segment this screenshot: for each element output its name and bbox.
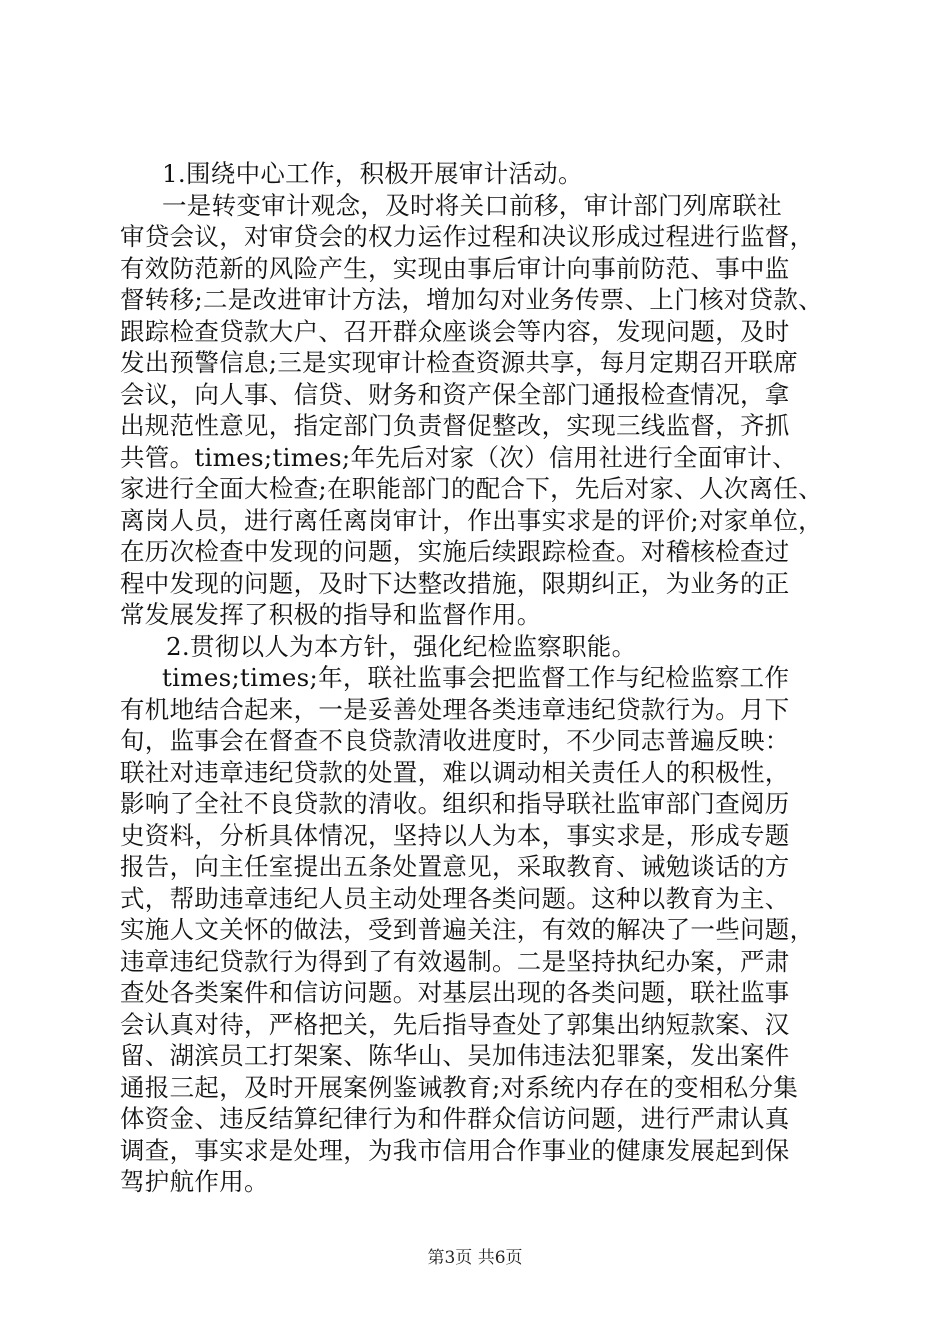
paragraph-line: 联社对违章违纪贷款的处置，难以调动相关责任人的积极性， (120, 757, 790, 787)
paragraph-line: 出规范性意见，指定部门负责督促整改，实现三线监督，齐抓 (120, 411, 790, 440)
paragraph-line: 实施人文关怀的做法，受到普遍关注，有效的解决了一些问题， (120, 915, 815, 944)
paragraph-line: 督转移;二是改进审计方法，增加勾对业务传票、上门核对贷款、 (120, 285, 823, 314)
paragraph-line: 会认真对待，严格把关，先后指导查处了郭集出纳短款案、汉 (120, 1009, 790, 1039)
paragraph-line: 一是转变审计观念，及时将关口前移，审计部门列席联社 (162, 190, 782, 220)
paragraph-line: 审贷会议，对审贷会的权力运作过程和决议形成过程进行监督， (120, 222, 815, 251)
paragraph-line: 跟踪检查贷款大户、召开群众座谈会等内容，发现问题，及时 (120, 316, 790, 346)
paragraph-line: 违章违纪贷款行为得到了有效遏制。二是坚持执纪办案，严肃 (120, 946, 790, 976)
paragraph-line: 常发展发挥了积极的指导和监督作用。 (120, 600, 542, 629)
paragraph-line: 影响了全社不良贷款的清收。组织和指导联社监审部门查阅历 (120, 789, 790, 818)
paragraph-line: 家进行全面大检查;在职能部门的配合下，先后对家、人次离任、 (120, 474, 823, 503)
paragraph-line: 会议，向人事、信贷、财务和资产保全部门通报检查情况，拿 (120, 379, 790, 409)
page-number-footer: 第3页 共6页 (427, 1248, 523, 1268)
paragraph-line: 史资料，分析具体情况，坚持以人为本，事实求是，形成专题 (120, 820, 790, 850)
paragraph-line: 报告，向主任室提出五条处置意见，采取教育、诫勉谈话的方 (120, 852, 790, 881)
paragraph-line: 有效防范新的风险产生，实现由事后审计向事前防范、事中监 (120, 253, 790, 283)
section-heading-1: 1.围绕中心工作，积极开展审计活动。 (162, 159, 583, 188)
paragraph-line: 查处各类案件和信访问题。对基层出现的各类问题，联社监事 (120, 978, 790, 1007)
paragraph-line: 调查，事实求是处理，为我市信用合作事业的健康发展起到保 (120, 1135, 790, 1165)
paragraph-line: 式，帮助违章违纪人员主动处理各类问题。这种以教育为主、 (120, 883, 790, 913)
paragraph-line: 离岗人员，进行离任离岗审计，作出事实求是的评价;对家单位， (120, 505, 823, 535)
paragraph-line: 有机地结合起来，一是妥善处理各类违章违纪贷款行为。月下 (120, 694, 790, 724)
paragraph-line: times;times;年，联社监事会把监督工作与纪检监察工作 (162, 663, 790, 692)
paragraph-line: 旬，监事会在督查不良贷款清收进度时，不少同志普遍反映： (120, 726, 790, 755)
paragraph-line: 留、湖滨员工打架案、陈华山、吴加伟违法犯罪案，发出案件 (120, 1041, 790, 1070)
section-heading-2: 2.贯彻以人为本方针，强化纪检监察职能。 (166, 631, 637, 661)
paragraph-line: 驾护航作用。 (120, 1167, 269, 1196)
document-body (120, 158, 832, 1198)
paragraph-line: 程中发现的问题，及时下达整改措施，限期纠正，为业务的正 (120, 568, 790, 598)
paragraph-line: 体资金、违反结算纪律行为和件群众信访问题，进行严肃认真 (120, 1104, 790, 1133)
paragraph-line: 发出预警信息;三是实现审计检查资源共享，每月定期召开联席 (120, 348, 799, 377)
paragraph-line: 在历次检查中发现的问题，实施后续跟踪检查。对稽核检查过 (120, 537, 790, 566)
paragraph-line: 通报三起，及时开展案例鉴诫教育;对系统内存在的变相私分集 (120, 1072, 799, 1102)
paragraph-line: 共管。times;times;年先后对家（次）信用社进行全面审计、 (120, 442, 797, 472)
